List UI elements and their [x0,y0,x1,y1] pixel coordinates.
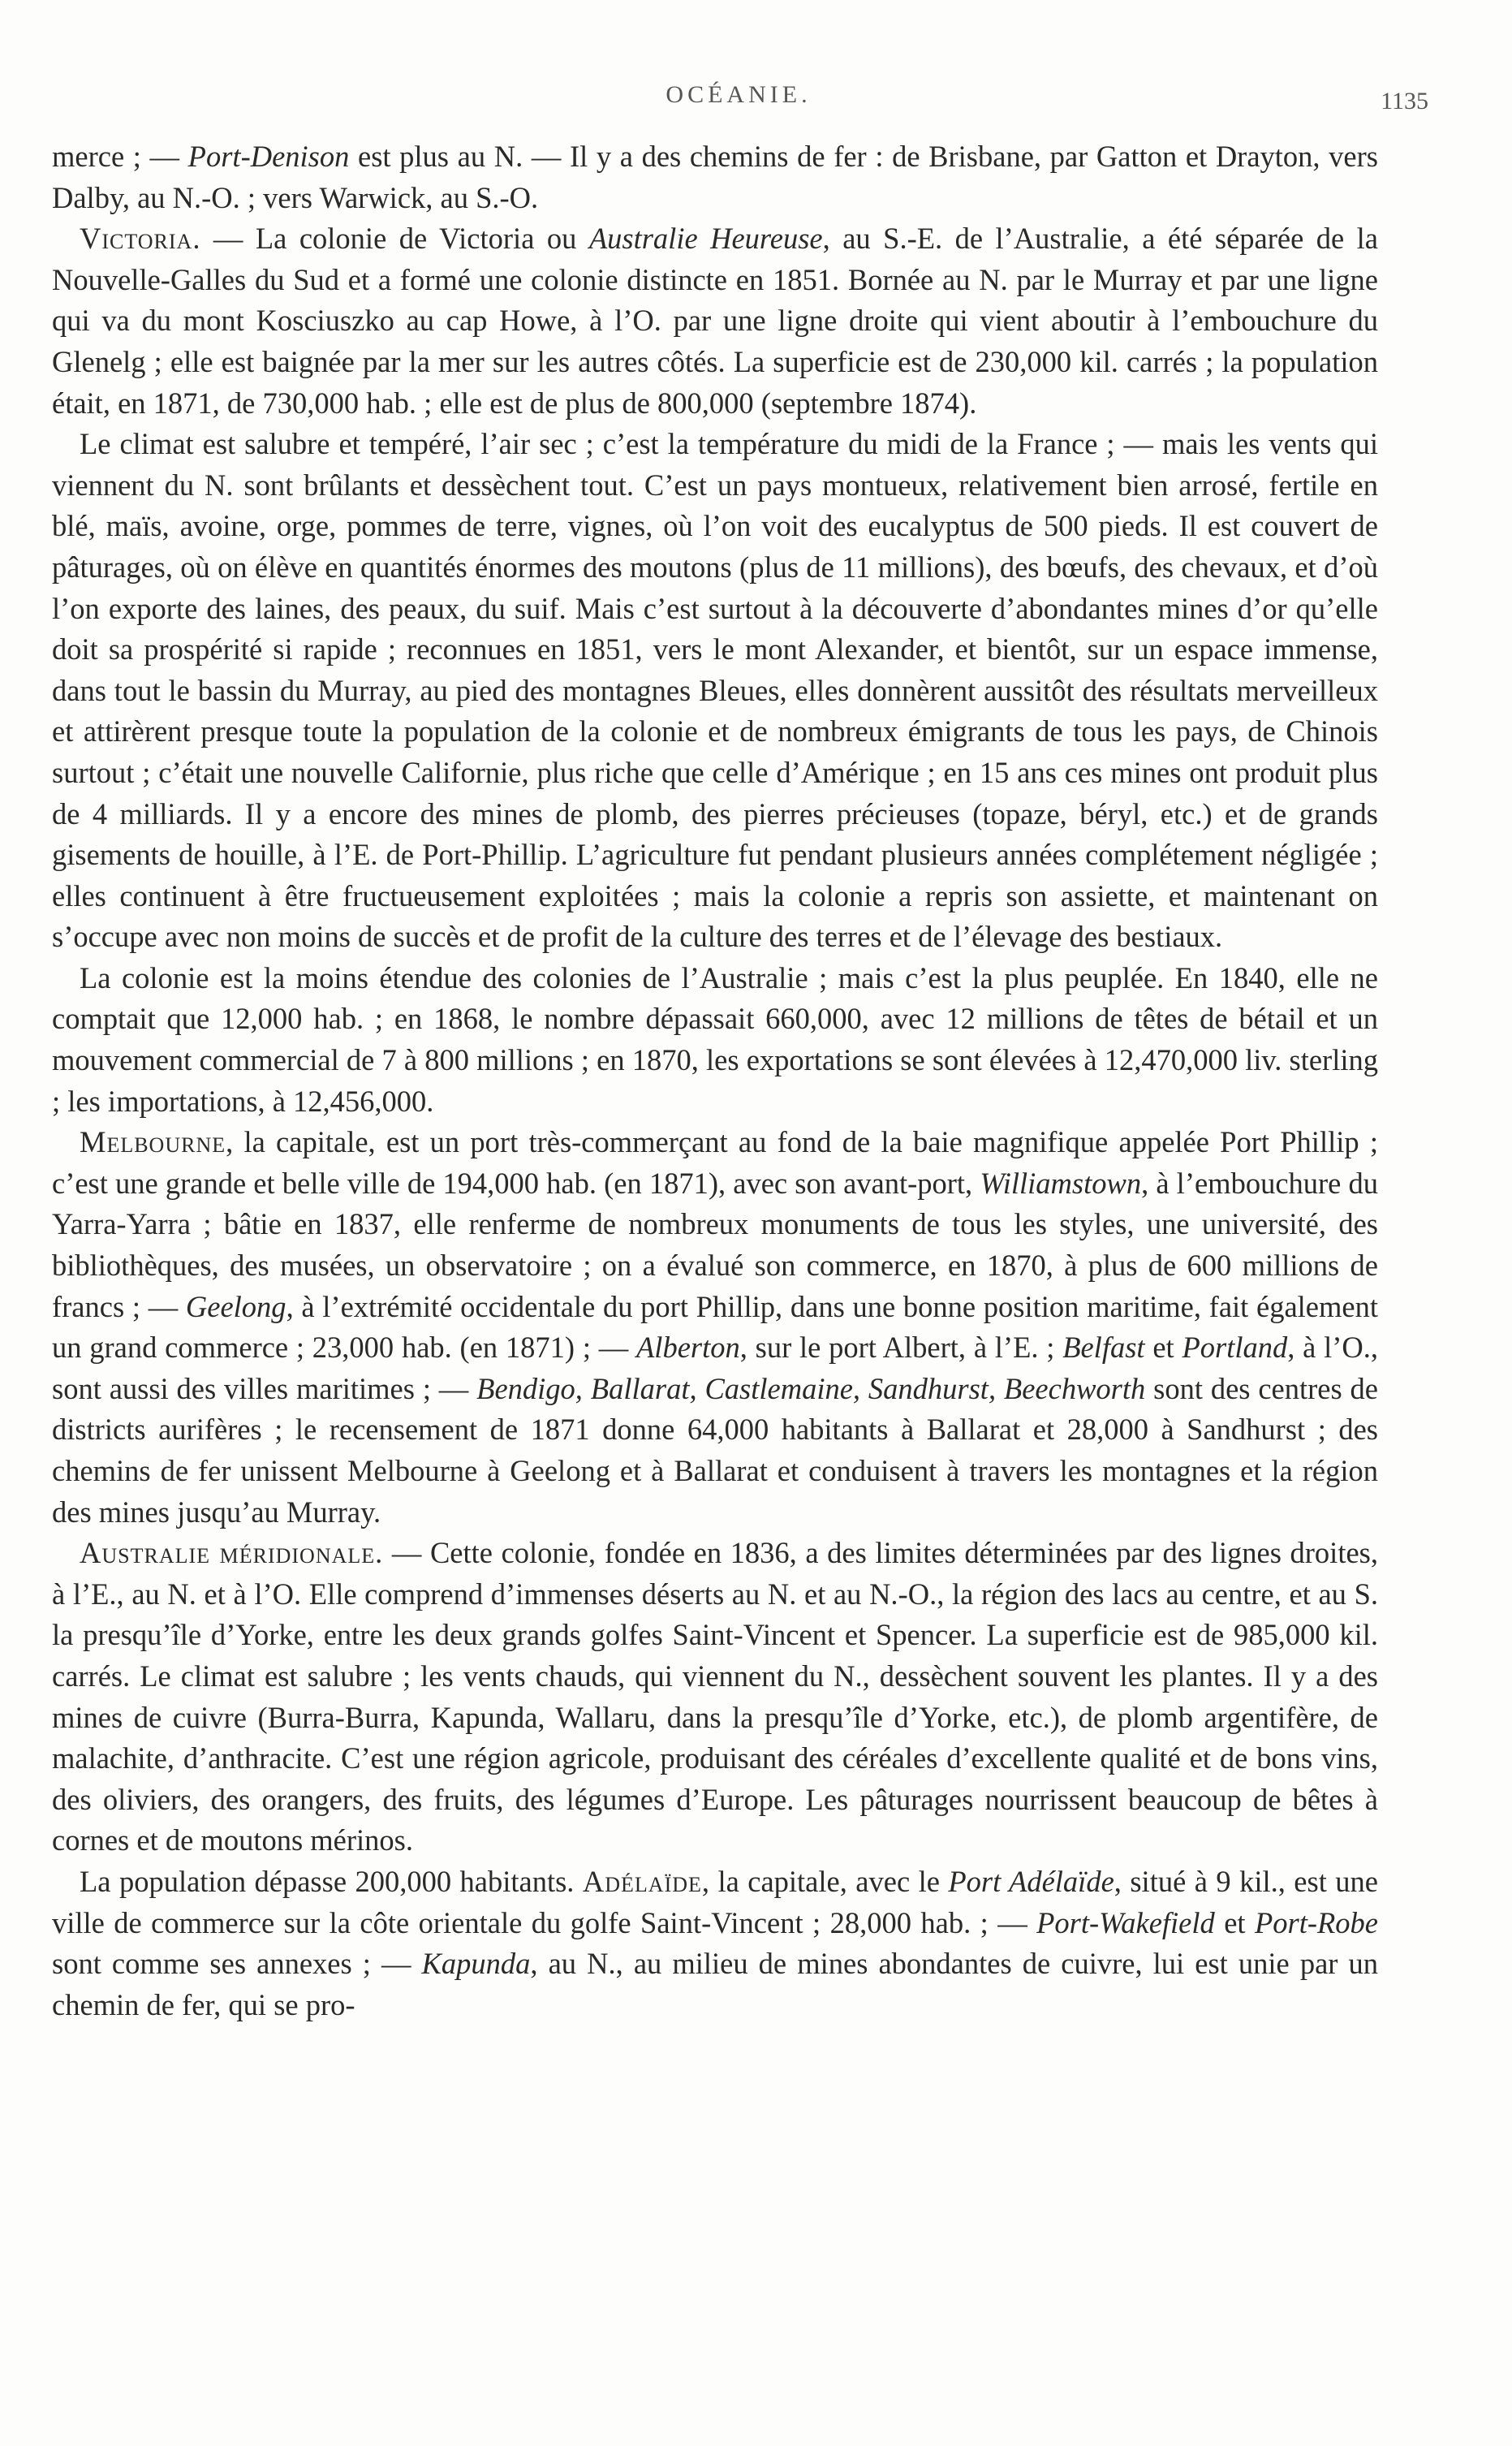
text-run: , la capitale, est un port très-commerçant au fond de la baie magnifique appelée Port Phillip ; c’est une grande et belle ville de 194,000 hab. (en 1871), avec son avant-port, [52,1125,1378,1200]
paragraph [52,218,1378,424]
page-number: 1135 [1381,88,1428,114]
paragraph [52,424,1378,958]
text-run: et [1214,1905,1255,1939]
text-run: est plus au N. — Il y a des chemins de fer : de Brisbane, par Gatton et Drayton, vers Dalby, au N.-O. ; vers Warwick, au S.-O. [52,140,1378,214]
small-caps-run: Melbourne [80,1125,226,1159]
italic-run: Port-Denison [187,140,350,173]
text-run: sont comme ses annexes ; — [52,1947,422,1981]
text-run: et [1144,1331,1182,1365]
italic-run: Williamstown [980,1166,1142,1200]
text-run: , au S.-E. de l’Australie, a été séparée de la Nouvelle-Galles du Sud et a formé une colonie distincte en 1851. Bornée au N. par le Murray et par une ligne qui va du mont Kosciuszko au cap Howe, à l’O. par une ligne droite qui vient aboutir à l’embouchure du Glenelg ; elle est baignée par la mer sur les autres côtés. La superficie est de 230,000 kil. carrés ; la population était, en 1871, de 730,000 hab. ; elle est de plus de 800,000 (septembre 1874). [52,222,1379,420]
italic-run: Port-Wakefield [1036,1905,1215,1939]
italic-run: Bendigo, Ballarat, Castlemaine, Sandhurst, Beechworth [476,1371,1146,1405]
paragraph [52,1533,1378,1861]
text-run: , sur le port Albert, à l’E. ; [739,1331,1063,1365]
italic-run: Alberton [636,1331,740,1365]
text-run: La population dépasse 200,000 habitants. [80,1864,583,1898]
paragraph [52,1861,1378,2025]
text-run: , à l’O., sont aussi des villes maritimes ; — [52,1331,1379,1405]
small-caps-run: Adélaïde [582,1864,702,1898]
text-run: , à l’embouchure du Yarra-Yarra ; bâtie en 1837, elle renferme de nombreux monuments de tous les styles, une université, des bibliothèques, des musées, un observatoire ; on a évalué son commerce, en 1870, à plus de 600 millions de francs ; — [52,1166,1378,1323]
text-run: , la capitale, avec le [701,1864,949,1898]
text-run: — La colonie de Victoria ou [200,222,589,256]
italic-run: Port-Robe [1254,1905,1379,1939]
italic-run: Kapunda [421,1947,531,1981]
text-run: Le climat est salubre et tempéré, l’air sec ; c’est la température du midi de la France ; — mais les vents qui viennent du N. sont brûlants et dessèchent tout. C’est un pays montueux, relativement bien arrosé, fertile en blé, maïs, avoine, orge, pommes de terre, vignes, où l’on voit des eucalyptus de 500 pieds. Il est couvert de pâturages, où on élève en quantités énormes des moutons (plus de 11 millions), des bœufs, des chevaux, et d’où l’on exporte des laines, des peaux, du suif. Mais c’est surtout à la découverte d’abondantes mines d’or qu’elle doit sa prospérité si rapide ; reconnues en 1851, vers le mont Alexander, et bientôt, sur un espace immense, dans tout le bassin du Murray, au pied des montagnes Bleues, elles donnèrent aussitôt des résultats merveilleux et attirèrent presque toute la population de la colonie et de nombreux émigrants de tous les pays, de Chinois surtout ; c’était une nouvelle Californie, plus riche que celle d’Amérique ; en 15 ans ces mines ont produit plus de 4 milliards. Il y a encore des mines de plomb, des pierres précieuses (topaze, béryl, etc.) et de grands gisements de houille, à l’E. de Port-Phillip. L’agriculture fut pendant plusieurs années complétement négligée ; elles continuent à être fructueusement exploitées ; mais la colonie a repris son assiette, et maintenant on s’occupe avec non moins de succès et de profit de la culture des terres et de l’élevage des bestiaux. [52,427,1378,954]
text-run: sont des centres de districts aurifères ; le recensement de 1871 donne 64,000 habitants à Ballarat et 28,000 à Sandhurst ; des chemins de fer unissent Melbourne à Geelong et à Ballarat et conduisent à travers les montagnes et la région des mines jusqu’au Murray. [52,1371,1378,1529]
paragraph [52,1122,1378,1533]
italic-run: Port Adélaïde [948,1864,1114,1898]
italic-run: Portland [1182,1331,1288,1365]
text-run: , situé à 9 kil., est une ville de commerce sur la côte orientale du golfe Saint-Vincent ; 28,000 hab. ; — [52,1864,1378,1939]
running-head: OCÉANIE. [666,81,812,108]
page-header [49,75,1428,123]
text-run: La colonie est la moins étendue des colonies de l’Australie ; mais c’est la plus peuplée. En 1840, elle ne comptait que 12,000 hab. ; en 1868, le nombre dépassait 660,000, avec 12 millions de têtes de bétail et un mouvement commercial de 7 à 800 millions ; en 1870, les exportations se sont élevées à 12,470,000 liv. sterling ; les importations, à 12,456,000. [52,960,1378,1118]
italic-run: Geelong [185,1289,286,1323]
text-run: — Cette colonie, fondée en 1836, a des limites déterminées par des lignes droites, à l’E., au N. et à l’O. Elle comprend d’immenses déserts au N. et au N.-O., la région des lacs au centre, et au S. la presqu’île d’Yorke, entre les deux grands golfes Saint-Vincent et Spencer. La superficie est de 985,000 kil. carrés. Le climat est salubre ; les vents chauds, qui viennent du N., dessèchent souvent les plantes. Il y a des mines de cuivre (Burra-Burra, Kapunda, Wallaru, dans la presqu’île d’Yorke, etc.), de plomb argentifère, de malachite, d’anthracite. C’est une région agricole, produisant des céréales d’excellente qualité et de bons vins, des oliviers, des orangers, des fruits, des légumes d’Europe. Les pâturages nourrissent beaucoup de bêtes à cornes et de moutons mérinos. [52,1536,1378,1857]
body-text [52,136,1378,2025]
small-caps-run: Victoria. [80,222,201,256]
text-run: , à l’extrémité occidentale du port Phillip, dans une bonne position maritime, fait également un grand commerce ; 23,000 hab. (en 1871) ; — [52,1289,1378,1365]
small-caps-run: Australie méridionale. [80,1536,384,1570]
paragraph [52,136,1378,218]
paragraph [52,958,1378,1122]
text-run: , au N., au milieu de mines abondantes de cuivre, lui est unie par un chemin de fer, qui se pro- [52,1947,1378,2021]
text-run: merce ; — [52,140,188,173]
italic-run: Belfast [1062,1331,1145,1365]
italic-run: Australie Heureuse [588,222,823,256]
